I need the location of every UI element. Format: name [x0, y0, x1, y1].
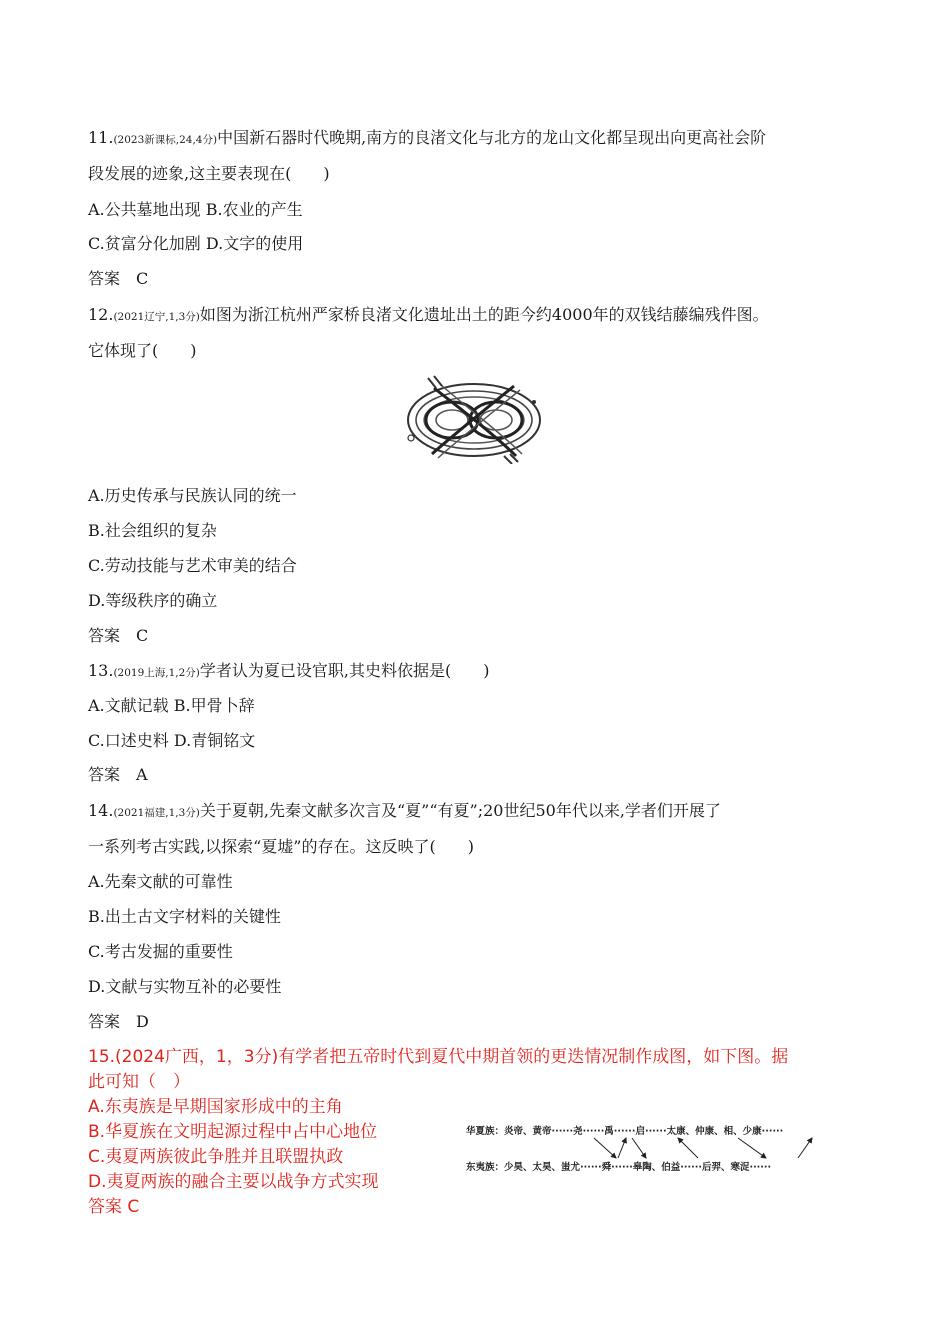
- q14-number: 14.: [88, 801, 114, 820]
- arrow-shun-to-yu: [618, 1138, 626, 1158]
- arrow-taikang-to-houyi: [738, 1138, 766, 1158]
- q14-stem-line1: [88, 800, 721, 824]
- q13-stem: 学者认为夏已设官职,其史料依据是( ): [199, 661, 490, 680]
- q12-stem-line1: [88, 304, 769, 328]
- q15-option-c: C.夷夏两族彼此争胜并且联盟执政: [88, 1147, 344, 1167]
- q15-option-b: B.华夏族在文明起源过程中占中心地位: [88, 1122, 378, 1142]
- q14-source: (2021福建,1,3分): [113, 807, 200, 819]
- q11-stem-line1: [88, 127, 766, 151]
- q12-stem: 如图为浙江杭州严家桥良渚文化遗址出土的距今约4000年的双钱结藤编残件图。: [199, 305, 769, 324]
- q14-stem: 关于夏朝,先秦文献多次言及“夏”“有夏”;20世纪50年代以来,学者们开展了: [199, 801, 721, 820]
- q11-stem: 中国新石器时代晚期,南方的良渚文化与北方的龙山文化都呈现出向更高社会阶: [217, 128, 767, 147]
- q11-number: 11.: [88, 128, 114, 147]
- q13-answer: 答案 A: [88, 765, 148, 784]
- q15-stem-line2: 此可知（ ）: [88, 1072, 190, 1092]
- arrow-hanzhuo-to-shaokang: [798, 1138, 812, 1158]
- q11-source: (2023新课标,24,4分): [113, 134, 218, 146]
- q12-number: 12.: [88, 305, 114, 324]
- q15-answer: 答案 C: [88, 1197, 140, 1217]
- q12-source: (2021辽宁,1,3分): [113, 311, 200, 323]
- q12-option-d: D.等级秩序的确立: [88, 591, 218, 610]
- q11-stem-line2: 段发展的迹象,这主要表现在( ): [88, 164, 330, 183]
- q11-answer: 答案 C: [88, 269, 149, 288]
- q14-answer: 答案 D: [88, 1012, 149, 1031]
- q14-option-c: C.考古发掘的重要性: [88, 942, 233, 961]
- q13-stem-line1: [88, 660, 489, 684]
- arrow-yao-to-shun: [594, 1138, 616, 1158]
- q11-options-ab: A.公共墓地出现 B.农业的产生: [88, 200, 303, 219]
- q14-option-d: D.文献与实物互补的必要性: [88, 977, 282, 996]
- q15-option-a: A.东夷族是早期国家形成中的主角: [88, 1097, 343, 1117]
- leader-succession-diagram: [466, 1118, 846, 1180]
- arrow-yu-to-gaotao: [632, 1138, 646, 1158]
- dongyi-lineage-label: 东夷族：少昊、太昊、蚩尤······舜······皋陶、伯益······后羿、寒浞······: [466, 1162, 772, 1173]
- q14-option-a: A.先秦文献的可靠性: [88, 872, 233, 891]
- q15-option-d: D.夷夏两族的融合主要以战争方式实现: [88, 1172, 379, 1192]
- q12-option-b: B.社会组织的复杂: [88, 521, 217, 540]
- q14-option-b: B.出土古文字材料的关键性: [88, 907, 281, 926]
- double-coin-knot-image: [404, 374, 544, 464]
- huaxia-lineage-label: 华夏族：炎帝、黄帝······尧······禹······启······太康、仲康、相、少康······: [466, 1126, 784, 1137]
- q12-answer: 答案 C: [88, 626, 149, 645]
- q15-stem-line1: 15.(2024广西，1，3分)有学者把五帝时代到夏代中期首领的更迭情况制作成图，如下图。据: [88, 1047, 789, 1067]
- q12-option-a: A.历史传承与民族认同的统一: [88, 486, 297, 505]
- q14-stem-line2: 一系列考古实践,以探索“夏墟”的存在。这反映了( ): [88, 837, 474, 856]
- q13-options-ab: A.文献记载 B.甲骨卜辞: [88, 696, 255, 715]
- q13-number: 13.: [88, 661, 114, 680]
- q13-options-cd: C.口述史料 D.青铜铭文: [88, 731, 256, 750]
- arrow-boyi-to-qi: [678, 1138, 698, 1158]
- q13-source: (2019上海,1,2分): [113, 667, 200, 679]
- q12-option-c: C.劳动技能与艺术审美的结合: [88, 556, 297, 575]
- q11-options-cd: C.贫富分化加剧 D.文字的使用: [88, 234, 304, 253]
- q12-stem-line2: 它体现了( ): [88, 341, 197, 360]
